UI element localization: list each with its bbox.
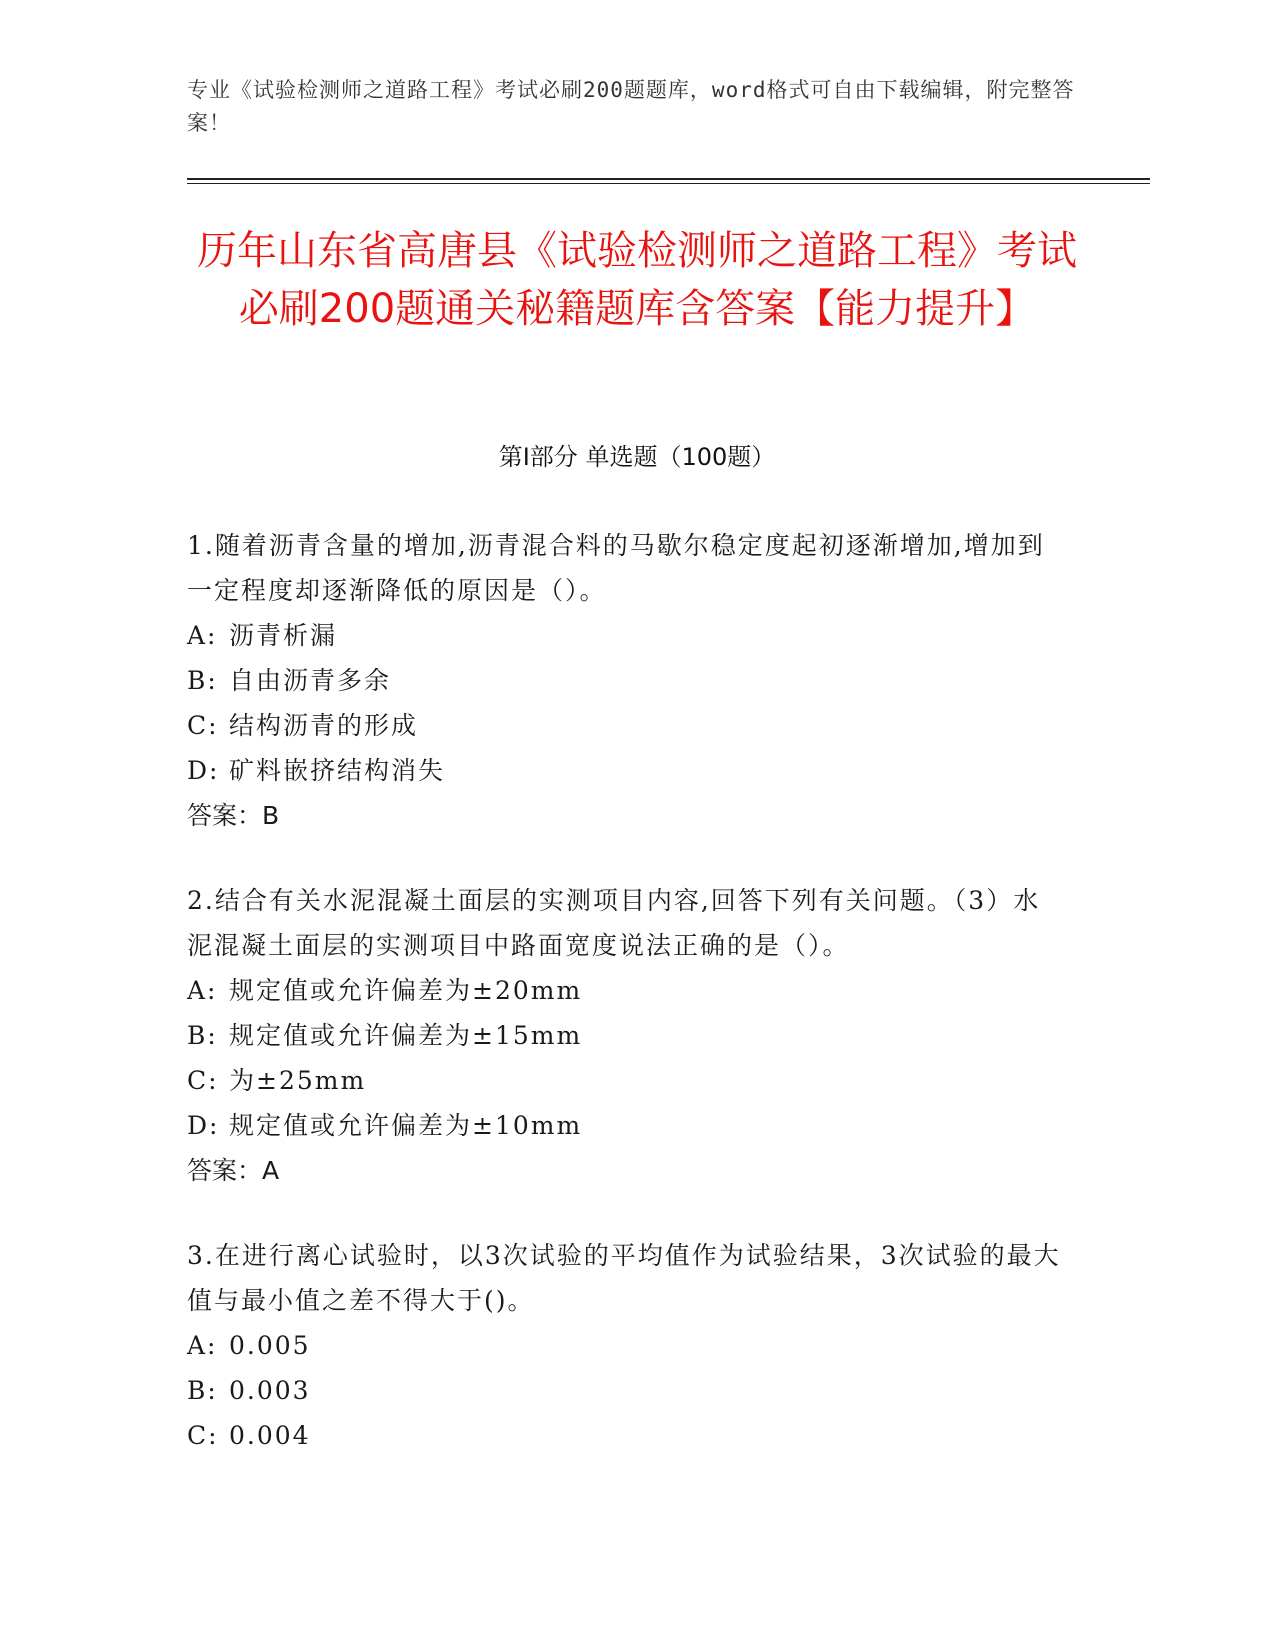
- option-text: 0.003: [229, 1376, 311, 1405]
- section-title: 第Ⅰ部分 单选题（100题）: [498, 443, 776, 471]
- option-a: [187, 613, 1067, 658]
- question-text: 2.结合有关水泥混凝土面层的实测项目内容,回答下列有关问题。（3）水泥混凝土面层的实测项目中路面宽度说法正确的是（）。: [187, 886, 1041, 960]
- header-rule-thin: [187, 183, 1150, 184]
- option-d: [187, 748, 1067, 793]
- question-text: 3.在进行离心试验时，以3次试验的平均值作为试验结果，3次试验的最大值与最小值之差不得大于()。: [187, 1241, 1061, 1315]
- option-text: 为±25mm: [229, 1066, 367, 1095]
- option-c: [187, 1058, 1067, 1103]
- option-text: 0.004: [229, 1421, 311, 1450]
- question-2: [187, 878, 1067, 1193]
- option-key: B:: [187, 1021, 218, 1050]
- option-text: 矿料嵌挤结构消失: [229, 756, 446, 785]
- answer: 答案：B: [187, 801, 280, 830]
- option-a: [187, 968, 1067, 1013]
- question-3: [187, 1233, 1067, 1458]
- option-d: [187, 1103, 1067, 1148]
- option-b: [187, 658, 1067, 703]
- option-text: 规定值或允许偏差为±20mm: [229, 976, 583, 1005]
- option-key: B:: [187, 666, 218, 695]
- option-key: C:: [187, 711, 219, 740]
- option-text: 0.005: [229, 1331, 311, 1360]
- option-b: [187, 1368, 1067, 1413]
- option-key: B:: [187, 1376, 218, 1405]
- question-1: [187, 523, 1067, 838]
- option-key: C:: [187, 1066, 219, 1095]
- header-note: 专业《试验检测师之道路工程》考试必刷200题题库，word格式可自由下载编辑，附完整答案！: [187, 78, 1075, 135]
- option-key: A:: [187, 1331, 218, 1360]
- option-key: C:: [187, 1421, 219, 1450]
- option-a: [187, 1323, 1067, 1368]
- answer: 答案：A: [187, 1156, 280, 1185]
- option-text: 结构沥青的形成: [229, 711, 419, 740]
- option-b: [187, 1013, 1067, 1058]
- option-c: [187, 703, 1067, 748]
- option-key: A:: [187, 976, 218, 1005]
- option-text: 自由沥青多余: [229, 666, 392, 695]
- question-text: 1.随着沥青含量的增加,沥青混合料的马歇尔稳定度起初逐渐增加,增加到一定程度却逐渐降低的原因是（）。: [187, 531, 1045, 605]
- option-text: 沥青析漏: [229, 621, 338, 650]
- option-key: D:: [187, 1111, 220, 1140]
- option-text: 规定值或允许偏差为±10mm: [229, 1111, 583, 1140]
- question-list: [187, 523, 1067, 1498]
- option-c: [187, 1413, 1067, 1458]
- option-key: A:: [187, 621, 218, 650]
- option-key: D:: [187, 756, 220, 785]
- option-text: 规定值或允许偏差为±15mm: [229, 1021, 583, 1050]
- document-title: 历年山东省高唐县《试验检测师之道路工程》考试必刷200题通关秘籍题库含答案【能力提升】: [197, 228, 1077, 332]
- header-rule-thick: [187, 178, 1150, 180]
